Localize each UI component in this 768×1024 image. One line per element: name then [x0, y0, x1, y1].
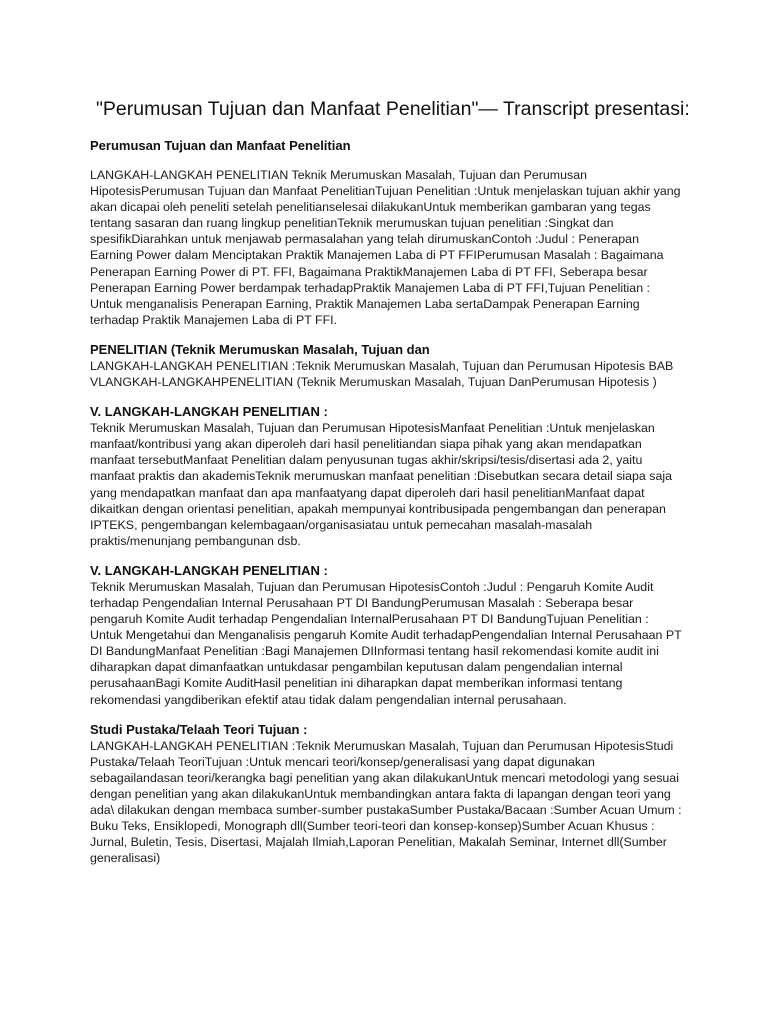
section-body: Teknik Merumuskan Masalah, Tujuan dan Perumusan HipotesisManfaat Penelitian :Untuk menjelaskan manfaat/kontribusi yang akan diperoleh dari hasil penelitiandan siapa pihak yang akan mendapatkan manfaat tersebutManfaat Penelitian dalam penyusunan tugas akhir/skripsi/tesis/disertasi ada 2, yaitu manfaat praktis dan akademisTeknik merumuskan manfaat penelitian :Disebutkan secara detail siapa saja yang mendapatkan manfaat dan apa manfaatyang dapat diperoleh dari hasil penelitianManfaat dapat dikaitkan dengan orientasi penelitian, apakah mempunyai kontribusipada pengembangan dan penerapan IPTEKS, pengembangan kelembagaan/organisasiatau untuk pemecahan masalah-masalah praktis/menunjang pembangunan dsb.	[90, 421, 672, 548]
section-studi-pustaka	[90, 722, 682, 867]
section-body: Teknik Merumuskan Masalah, Tujuan dan Perumusan HipotesisContoh :Judul : Pengaruh Komite Audit terhadap Pengendalian Internal Perusahaan PT DI BandungPerumusan Masalah : Seberapa besar pengaruh Komite Audit terhadap Pengendalian InternalPerusahaan PT DI BandungTujuan Penelitian : Untuk Mengetahui dan Menganalisis pengaruh Komite Audit terhadapPengendalian Internal Perusahaan PT DI BandungManfaat Penelitian :Bagi Manajemen DIInformasi tentang hasil rekomendasi komite audit ini diharapkan dapat dimanfaatkan untukdasar pengambilan keputusan dalam pengendalian internal perusahaanBagi Komite AuditHasil penelitian ini diharapkan dapat memberikan informasi tentang rekomendasi yangdiberikan efektif atau tidak dalam pengendalian internal perusahaan.	[90, 579, 682, 707]
section-heading: Studi Pustaka/Telaah Teori Tujuan :	[90, 721, 308, 737]
section-heading: V. LANGKAH-LANGKAH PENELITIAN :	[90, 562, 328, 578]
section-perumusan-tujuan	[90, 138, 682, 328]
section-heading: PENELITIAN (Teknik Merumuskan Masalah, Tujuan dan	[90, 341, 430, 357]
section-penelitian	[90, 342, 682, 390]
section-body: LANGKAH-LANGKAH PENELITIAN :Teknik Merumuskan Masalah, Tujuan dan Perumusan Hipotesis BAB VLANGKAH-LANGKAHPENELITIAN (Teknik Merumuskan Masalah, Tujuan DanPerumusan Hipotesis )	[90, 358, 674, 390]
document-title: "Perumusan Tujuan dan Manfaat Penelitian"— Transcript presentasi:	[96, 98, 690, 120]
section-langkah-contoh	[90, 563, 682, 708]
section-heading: Perumusan Tujuan dan Manfaat Penelitian	[90, 138, 351, 153]
section-heading: V. LANGKAH-LANGKAH PENELITIAN :	[90, 404, 328, 420]
section-langkah-manfaat	[90, 404, 682, 549]
section-body: LANGKAH-LANGKAH PENELITIAN :Teknik Merumuskan Masalah, Tujuan dan Perumusan HipotesisStudi Pustaka/Telaah TeoriTujuan :Untuk mencari teori/konsep/generalisasi yang dapat digunakan sebagailandasan teori/kerangka bagi penelitian yang akan dilakukanUntuk mencari metodologi yang sesuai dengan penelitian yang akan dilakukanUntuk membandingkan antara fakta di lapangan dengan teori yang ada\ dilakukan dengan membaca sumber-sumber pustakaSumber Pustaka/Bacaan :Sumber Acuan Umum : Buku Teks, Ensiklopedi, Monograph dll(Sumber teori-teori dan konsep-konsep)Sumber Acuan Khusus : Jurnal, Buletin, Tesis, Disertasi, Majalah Ilmiah,Laporan Penelitian, Makalah Seminar, Internet dll(Sumber generalisasi)	[90, 738, 682, 866]
section-body: LANGKAH-LANGKAH PENELITIAN Teknik Merumuskan Masalah, Tujuan dan Perumusan HipotesisPerumusan Tujuan dan Manfaat PenelitianTujuan Penelitian :Untuk menjelaskan tujuan akhir yang akan dicapai oleh peneliti setelah penelitianselesai dilakukanUntuk memberikan gambaran yang tegas tentang sasaran dan ruang lingkup penelitianTeknik merumuskan tujuan penelitian :Singkat dan spesifikDiarahkan untuk menjawab permasalahan yang telah dirumuskanContoh :Judul : Penerapan Earning Power dalam Menciptakan Praktik Manajemen Laba di PT FFIPerumusan Masalah : Bagaimana Penerapan Earning Power di PT. FFI, Bagaimana PraktikManajemen Laba di PT FFI, Seberapa besar Penerapan Earning Power berdampak terhadapPraktik Manajemen Laba di PT FFI,Tujuan Penelitian : Untuk menganalisis Penerapan Earning, Praktik Manajemen Laba sertaDampak Penerapan Earning terhadap Praktik Manajemen Laba di PT FFI.	[90, 168, 681, 327]
